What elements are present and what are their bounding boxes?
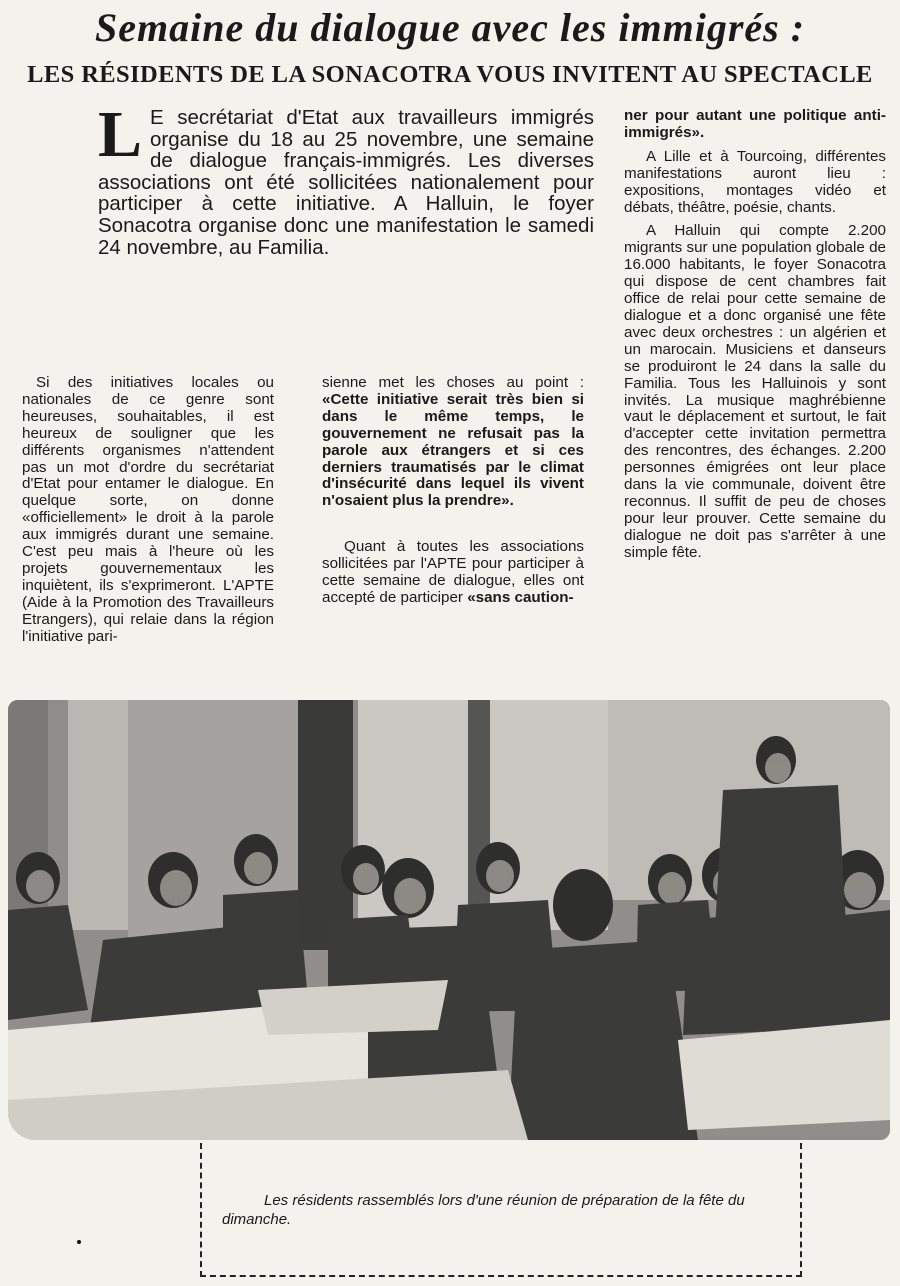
article-column-2 bbox=[322, 375, 584, 607]
article-subheadline: LES RÉSIDENTS DE LA SONACOTRA VOUS INVITENT AU SPECTACLE bbox=[27, 61, 873, 88]
column-2-paragraph-1 bbox=[322, 375, 584, 510]
column-1-text: Si des initiatives locales ou nationales de ce genre sont heureuses, souhaitables, il est heureux de souligner que les différents organismes n'attendent pas un mot d'ordre du secrétariat d'Etat pour entamer le dialogue. En quelque sorte, on donne «officiellement» le droit à la parole aux immigrés durant une semaine. C'est peu mais à l'heure où les projets gouvernementaux les inquiètent, ils s'exprimeront. L'APTE (Aide à la Promotion des Travailleurs Etrangers), qui relaie dans la région l'initiative pari- bbox=[22, 374, 274, 645]
article-headline: Semaine du dialogue avec les immigrés : bbox=[94, 5, 806, 50]
column-2-p2-plain: Quant à toutes les associations sollicitées par l'APTE pour participer à cette semaine de dialogue, elles ont accepté de participer bbox=[322, 538, 584, 606]
article-intro bbox=[98, 98, 594, 259]
column-3-paragraph-1 bbox=[624, 108, 886, 142]
column-2-p2-bold: «sans caution- bbox=[467, 588, 574, 606]
article-column-1 bbox=[22, 375, 274, 646]
group-photo bbox=[8, 700, 890, 1140]
column-2-paragraph-2 bbox=[322, 539, 584, 607]
column-3-paragraph-2: A Lille et à Tourcoing, différentes manifestations auront lieu : expositions, montages vidéo et débats, théâtre, poésie, chants. bbox=[624, 147, 886, 216]
photo-caption: Les résidents rassemblés lors d'une réunion de préparation de la fête du dimanche. bbox=[222, 1192, 745, 1228]
article-column-3 bbox=[624, 108, 886, 562]
column-2-p1-plain: sienne met les choses au point : bbox=[322, 374, 584, 391]
intro-dropcap: L bbox=[98, 98, 143, 171]
column-3-paragraph-3: A Halluin qui compte 2.200 migrants sur une population globale de 16.000 habitants, le foyer Sonacotra qui dispose de cent chambres fait office de relai pour cette semaine de dialogue et a donc organisé une fête avec deux orchestres : un algérien et un marocain. Musiciens et danseurs se produiront le 24 dans la salle du Familia. Tous les Halluinois y sont invités. La musique maghrébienne vaut le déplacement et surtout, le fait d'accepter cette invitation permettra des rencontres, des échanges. 2.200 personnes émigrées ont leur place dans la vie communale, doivent être reconnus. Il suffit de peu de choses pour leur prouver. Cette semaine du dialogue ne doit pas s'arrêter à une simple fête. bbox=[624, 222, 886, 561]
group-photo-illustration bbox=[8, 700, 890, 1140]
column-2-quote: «Cette initiative serait très bien si dans le même temps, le gouvernement ne refusait pas la parole aux étrangers et si ces derniers traumatisés par le climat d'insécurité dans lequel ils vivent n'osaient plus la prendre». bbox=[322, 390, 584, 510]
intro-text: E secrétariat d'Etat aux travailleurs immigrés organise du 18 au 25 novembre, une semaine de dialogue français-immigrés. Les diverses associations ont été sollicitées nationalement pour participer à cette initiative. A Halluin, le foyer Sonacotra organise donc une manifestation le samedi 24 novembre, au Familia. bbox=[98, 106, 594, 259]
column-3-quote-end: ner pour autant une politique anti-immigrés». bbox=[624, 107, 886, 141]
print-speck bbox=[77, 1240, 81, 1244]
photo-caption-box bbox=[200, 1143, 802, 1277]
